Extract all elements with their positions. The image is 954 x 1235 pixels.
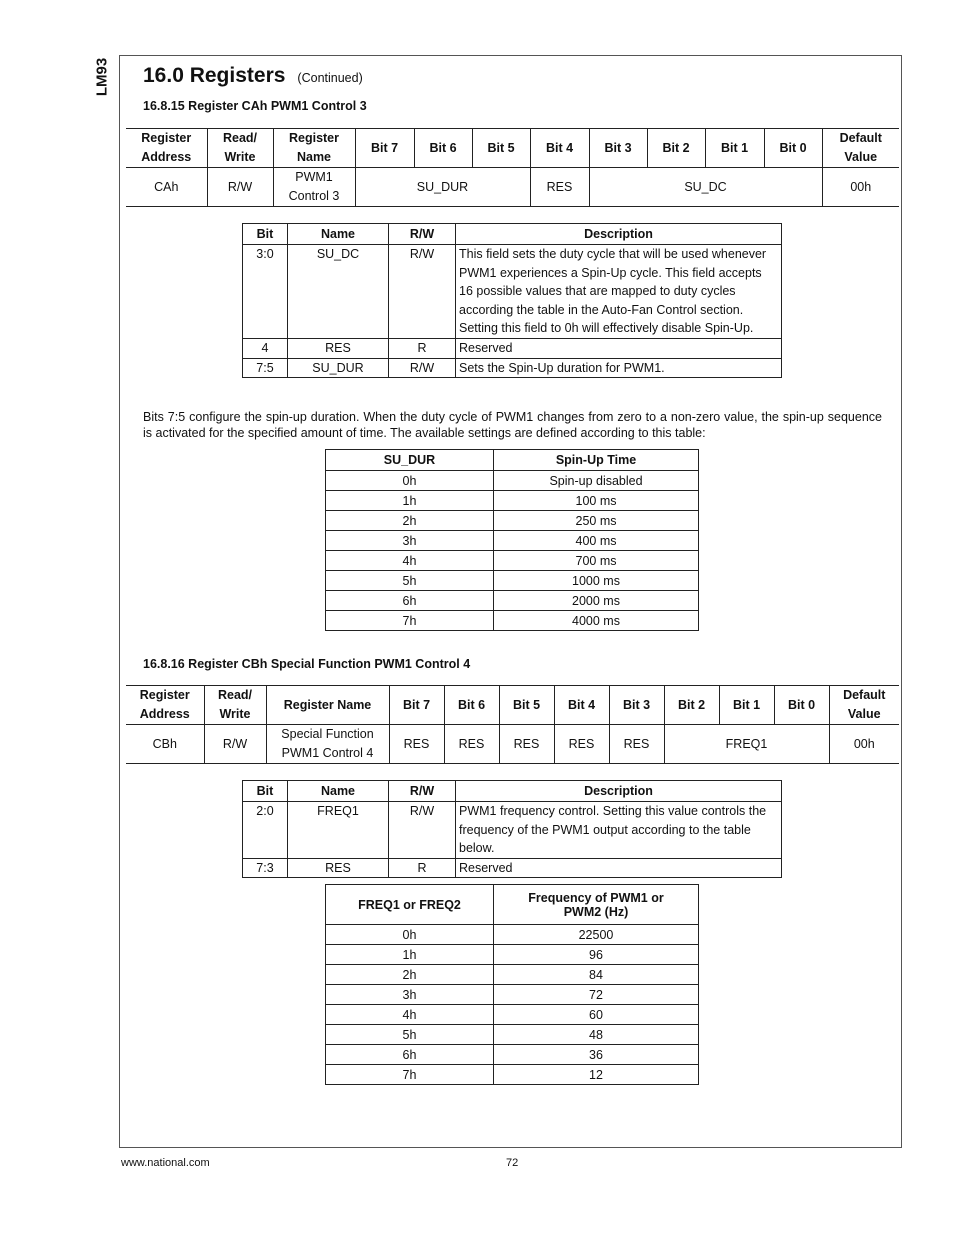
cell-reg-name: PWM1 Control 3 <box>273 168 355 207</box>
cell: 7h <box>326 611 494 631</box>
cell-bit: 4 <box>243 338 288 358</box>
col-header: Default Value <box>822 129 899 168</box>
cell-bit3: RES <box>609 725 664 764</box>
cell: 84 <box>494 965 699 985</box>
table-row <box>326 571 699 591</box>
cell: Spin-up disabled <box>494 471 699 491</box>
cell: 4h <box>326 551 494 571</box>
cell-res: RES <box>530 168 589 207</box>
cell-bit4: RES <box>554 725 609 764</box>
col-header: Bit 4 <box>554 686 609 725</box>
table-row <box>326 1065 699 1085</box>
table-row <box>126 168 899 207</box>
col-header: Bit 7 <box>389 686 444 725</box>
title-text: 16.0 Registers <box>143 64 286 87</box>
col-header: Read/ Write <box>207 129 273 168</box>
col-header: Bit 6 <box>444 686 499 725</box>
cell-rw: R/W <box>389 245 456 339</box>
col-header: Bit 0 <box>774 686 829 725</box>
page-number: 72 <box>506 1157 519 1169</box>
cell-bit: 3:0 <box>243 245 288 339</box>
col-header: SU_DUR <box>326 450 494 471</box>
cell-rw: R <box>389 338 456 358</box>
cell-name: RES <box>288 858 389 878</box>
cell-bit: 7:3 <box>243 858 288 878</box>
col-header: R/W <box>389 781 456 802</box>
table-row <box>326 1005 699 1025</box>
col-header: Bit 5 <box>499 686 554 725</box>
col-header: Name <box>288 224 389 245</box>
table-row <box>326 591 699 611</box>
col-header: Bit <box>243 224 288 245</box>
col-header: Bit 4 <box>530 129 589 168</box>
section-heading-cah: 16.8.15 Register CAh PWM1 Control 3 <box>143 99 367 113</box>
cell-default: 00h <box>829 725 899 764</box>
page-title <box>143 64 363 88</box>
col-header: Bit 2 <box>664 686 719 725</box>
col-header: Read/ Write <box>204 686 266 725</box>
cell: 1h <box>326 491 494 511</box>
cell-rw: R/W <box>389 802 456 859</box>
col-header: Bit 0 <box>764 129 822 168</box>
cell-bit: 7:5 <box>243 358 288 378</box>
cell: 700 ms <box>494 551 699 571</box>
cell-desc: This field sets the duty cycle that will be used whenever PWM1 experiences a Spin-Up cycle. This field accepts 16 possible values that are mapped to duty cycles according the table in the Auto-Fan Control section. Setting this field to 0h will effectively disable Spin-Up. <box>456 245 782 339</box>
cell-reg-name: Special Function PWM1 Control 4 <box>266 725 389 764</box>
cell-desc: Sets the Spin-Up duration for PWM1. <box>456 358 782 378</box>
col-header: Bit 3 <box>609 686 664 725</box>
cell: 4000 ms <box>494 611 699 631</box>
col-header: Bit 6 <box>414 129 472 168</box>
register-table-cbh <box>126 685 899 764</box>
cell: 5h <box>326 1025 494 1045</box>
cell: 36 <box>494 1045 699 1065</box>
col-header: FREQ1 or FREQ2 <box>326 885 494 925</box>
col-header: Name <box>288 781 389 802</box>
table-row <box>326 471 699 491</box>
col-header: Bit 3 <box>589 129 647 168</box>
col-header: Register Name <box>273 129 355 168</box>
cell-address: CBh <box>152 736 177 751</box>
pwm-frequency-table <box>325 884 699 1085</box>
cell: 100 ms <box>494 491 699 511</box>
table-row <box>326 611 699 631</box>
title-continued: (Continued) <box>297 71 363 85</box>
col-header: Register Address <box>139 688 190 721</box>
cell-name: SU_DUR <box>288 358 389 378</box>
col-header: Bit 1 <box>719 686 774 725</box>
cell: 6h <box>326 591 494 611</box>
cell-name: FREQ1 <box>288 802 389 859</box>
cell-rw: R/W <box>204 725 266 764</box>
cell-desc: Reserved <box>456 338 782 358</box>
cell-bit5: RES <box>499 725 554 764</box>
section-heading-cbh: 16.8.16 Register CBh Special Function PWM1 Control 4 <box>143 657 471 671</box>
cell: 72 <box>494 985 699 1005</box>
cell: 12 <box>494 1065 699 1085</box>
cell: 1000 ms <box>494 571 699 591</box>
col-header: Bit 2 <box>647 129 705 168</box>
table-row <box>326 1045 699 1065</box>
table-row <box>326 531 699 551</box>
col-header: Description <box>456 224 782 245</box>
cell-name: RES <box>288 338 389 358</box>
cell: 2h <box>326 511 494 531</box>
cell-rw: R/W <box>389 358 456 378</box>
spin-up-paragraph: Bits 7:5 configure the spin-up duration. When the duty cycle of PWM1 changes from zero to a non-zero value, the spin-up sequence is activated for the specified amount of time. The available settings are defined according to this table: <box>143 410 882 440</box>
table-row <box>326 511 699 531</box>
table-row <box>326 985 699 1005</box>
cell-bit7: RES <box>389 725 444 764</box>
cell-su-dc: SU_DC <box>589 168 822 207</box>
cell: 22500 <box>494 925 699 945</box>
cell-default: 00h <box>822 168 899 207</box>
bit-table-cbh <box>242 780 782 878</box>
table-row <box>243 802 782 859</box>
table-row <box>243 338 782 358</box>
table-row <box>326 965 699 985</box>
cell-su-dur: SU_DUR <box>355 168 530 207</box>
col-header: Register Name <box>266 686 389 725</box>
cell-bit: 2:0 <box>243 802 288 859</box>
bit-table-cah <box>242 223 782 378</box>
cell-name: SU_DC <box>288 245 389 339</box>
cell-desc: PWM1 frequency control. Setting this value controls the frequency of the PWM1 output according to the table below. <box>456 802 782 859</box>
table-row <box>243 245 782 339</box>
cell: 96 <box>494 945 699 965</box>
cell-freq1: FREQ1 <box>664 725 829 764</box>
col-header: Default Value <box>829 686 899 725</box>
cell: 2h <box>326 965 494 985</box>
register-table-cah <box>126 128 899 207</box>
cell-bit6: RES <box>444 725 499 764</box>
col-header: Bit <box>243 781 288 802</box>
spin-up-time-table <box>325 449 699 631</box>
side-label <box>92 52 112 102</box>
col-header: Bit 5 <box>472 129 530 168</box>
table-row <box>243 358 782 378</box>
table-row <box>326 925 699 945</box>
col-header: Frequency of PWM1 or PWM2 (Hz) <box>494 885 699 925</box>
table-row <box>126 725 899 764</box>
cell-rw: R <box>389 858 456 878</box>
side-label-text: LM93 <box>93 57 111 97</box>
cell: 5h <box>326 571 494 591</box>
col-header: R/W <box>389 224 456 245</box>
table-row <box>243 858 782 878</box>
col-header: Bit 7 <box>355 129 414 168</box>
cell-address: CAh <box>154 179 179 194</box>
col-header: Spin-Up Time <box>494 450 699 471</box>
cell: 3h <box>326 985 494 1005</box>
cell: 1h <box>326 945 494 965</box>
table-row <box>326 551 699 571</box>
cell: 250 ms <box>494 511 699 531</box>
table-row <box>326 1025 699 1045</box>
cell: 60 <box>494 1005 699 1025</box>
col-header: Bit 1 <box>705 129 764 168</box>
cell: 3h <box>326 531 494 551</box>
cell-rw: R/W <box>207 168 273 207</box>
cell: 6h <box>326 1045 494 1065</box>
cell: 4h <box>326 1005 494 1025</box>
cell: 48 <box>494 1025 699 1045</box>
cell: 0h <box>326 471 494 491</box>
cell: 0h <box>326 925 494 945</box>
table-row <box>326 945 699 965</box>
cell-desc: Reserved <box>456 858 782 878</box>
cell: 2000 ms <box>494 591 699 611</box>
cell: 7h <box>326 1065 494 1085</box>
footer-url: www.national.com <box>121 1157 210 1169</box>
col-header: Description <box>456 781 782 802</box>
cell: 400 ms <box>494 531 699 551</box>
col-header: Register Address <box>141 131 192 164</box>
table-row <box>326 491 699 511</box>
